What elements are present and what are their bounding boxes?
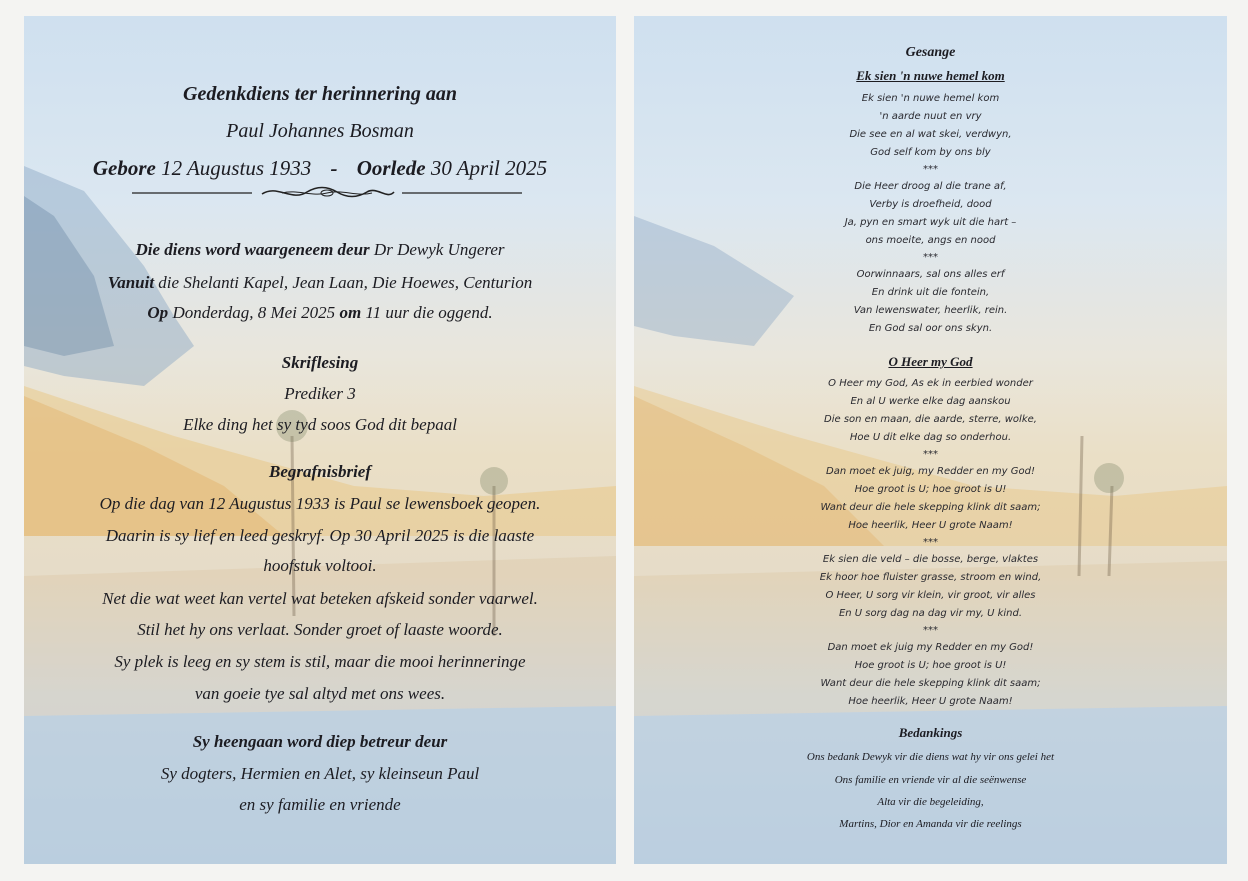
letter-line: van goeie tye sal altyd met ons wees. [194, 684, 446, 703]
thanks-line: Ons familie en vriende vir al die seënwense [834, 774, 1027, 786]
thanks-line: Alta vir die begeleiding, [877, 796, 984, 808]
verse-separator: *** [923, 625, 938, 636]
hymn1-line: Verby is droefheid, dood [869, 199, 992, 210]
hymn1-line: En drink uit die fontein, [871, 287, 990, 298]
hymn2-line: Hoe heerlik, Heer U grote Naam! [848, 520, 1013, 531]
service-venue [24, 273, 616, 293]
from-label: Vanuit [107, 273, 155, 292]
hymn2-line: En al U werke elke dag aanskou [850, 396, 1011, 407]
at-label: om [339, 303, 362, 322]
left-page [24, 16, 616, 864]
hymn2-line: Die son en maan, die aarde, sterre, wolke, [824, 414, 1037, 425]
hymn1-line: Ek sien 'n nuwe hemel kom [861, 93, 1000, 104]
hymn2-line: Dan moet ek juig, my Redder en my God! [826, 466, 1035, 477]
hymn1-line: Van lewenswater, heerlik, rein. [853, 305, 1008, 316]
led-label: Die diens word waargeneem deur [135, 240, 370, 259]
letter-line: hoofstuk voltooi. [263, 556, 377, 575]
hymn1-line: En God sal oor ons skyn. [868, 323, 993, 334]
hymn1-line: Die Heer droog al die trane af, [854, 181, 1007, 192]
right-page [634, 16, 1227, 864]
hymns-title: Gesange [905, 45, 956, 60]
hymn2-line: Hoe heerlik, Heer U grote Naam! [848, 696, 1013, 707]
thanks-line: Ons bedank Dewyk vir die diens wat hy vir ons gelei het [806, 751, 1055, 763]
on-label: Op [147, 303, 169, 322]
hymn1-line: Die see en al wat skei, verdwyn, [849, 129, 1012, 140]
hymn2-line: Hoe groot is U; hoe groot is U! [854, 660, 1007, 671]
hymn1-line: God self kom by ons bly [870, 147, 991, 158]
hymn2-line: Hoe groot is U; hoe groot is U! [854, 484, 1007, 495]
died-label: Oorlede [356, 156, 426, 180]
hymn1-line: Ja, pyn en smart wyk uit die hart – [844, 217, 1017, 228]
hymn2-line: Want deur die hele skepping klink dit saam; [820, 678, 1041, 689]
hymn2-line: Dan moet ek juig my Redder en my God! [827, 642, 1034, 653]
hymn2-line: O Heer my God, As ek in eerbied wonder [828, 378, 1033, 389]
letter-title: Begrafnisbrief [269, 462, 371, 481]
born-date: 12 Augustus 1933 [161, 156, 312, 180]
service-led-by [24, 240, 616, 260]
mourned-line: en sy familie en vriende [239, 795, 401, 814]
deceased-name: Paul Johannes Bosman [226, 120, 414, 142]
hymn2-title: O Heer my God [888, 354, 973, 369]
letter-line: Stil het hy ons verlaat. Sonder groet of laaste woorde. [137, 620, 503, 639]
thanks-line: Martins, Dior en Amanda vir die reelings [839, 818, 1022, 830]
mourned-line: Sy dogters, Hermien en Alet, sy kleinseun Paul [160, 764, 480, 783]
thanks-title: Bedankings [898, 725, 963, 740]
life-dates [24, 156, 616, 181]
verse-separator: *** [923, 537, 938, 548]
verse-separator: *** [923, 164, 938, 175]
memorial-heading: Gedenkdiens ter herinnering aan [183, 83, 457, 105]
at-value: 11 uur die oggend. [365, 303, 493, 322]
died-date: 30 April 2025 [430, 156, 548, 180]
hymn2-line: O Heer, U sorg vir klein, vir groot, vir alles [825, 590, 1036, 601]
on-value: Donderdag, 8 Mei 2025 [172, 303, 336, 322]
reading-title: Skriflesing [281, 353, 359, 372]
hymn2-line: Ek hoor hoe fluister grasse, stroom en wind, [819, 572, 1042, 583]
born-label: Gebore [92, 156, 156, 180]
led-value: Dr Dewyk Ungerer [373, 240, 505, 259]
letter-line: Sy plek is leeg en sy stem is stil, maar die mooi herinneringe [114, 652, 526, 671]
ornamental-divider [132, 182, 522, 204]
hymn2-line: Hoe U dit elke dag so onderhou. [849, 432, 1012, 443]
hymn2-line: Ek sien die veld – die bosse, berge, vlaktes [822, 554, 1039, 565]
hymn1-line: 'n aarde nuut en vry [879, 111, 982, 122]
hymn2-line: En U sorg dag na dag vir my, U kind. [838, 608, 1023, 619]
reading-line: Elke ding het sy tyd soos God dit bepaal [183, 415, 457, 434]
letter-line: Daarin is sy lief en leed geskryf. Op 30 April 2025 is die laaste [105, 526, 535, 545]
letter-line: Op die dag van 12 Augustus 1933 is Paul se lewensboek geopen. [99, 494, 541, 513]
reading-line: Prediker 3 [284, 384, 356, 403]
date-dash: - [330, 156, 338, 180]
from-value: die Shelanti Kapel, Jean Laan, Die Hoewes, Centurion [158, 273, 533, 292]
hymn2-line: Want deur die hele skepping klink dit saam; [820, 502, 1041, 513]
letter-line: Net die wat weet kan vertel wat beteken afskeid sonder vaarwel. [102, 589, 538, 608]
service-datetime [24, 303, 616, 323]
verse-separator: *** [923, 449, 938, 460]
hymn1-line: Oorwinnaars, sal ons alles erf [856, 269, 1005, 280]
verse-separator: *** [923, 252, 938, 263]
hymn1-title: Ek sien 'n nuwe hemel kom [856, 68, 1005, 83]
hymn1-line: ons moeite, angs en nood [865, 235, 996, 246]
mourned-title: Sy heengaan word diep betreur deur [192, 732, 448, 751]
